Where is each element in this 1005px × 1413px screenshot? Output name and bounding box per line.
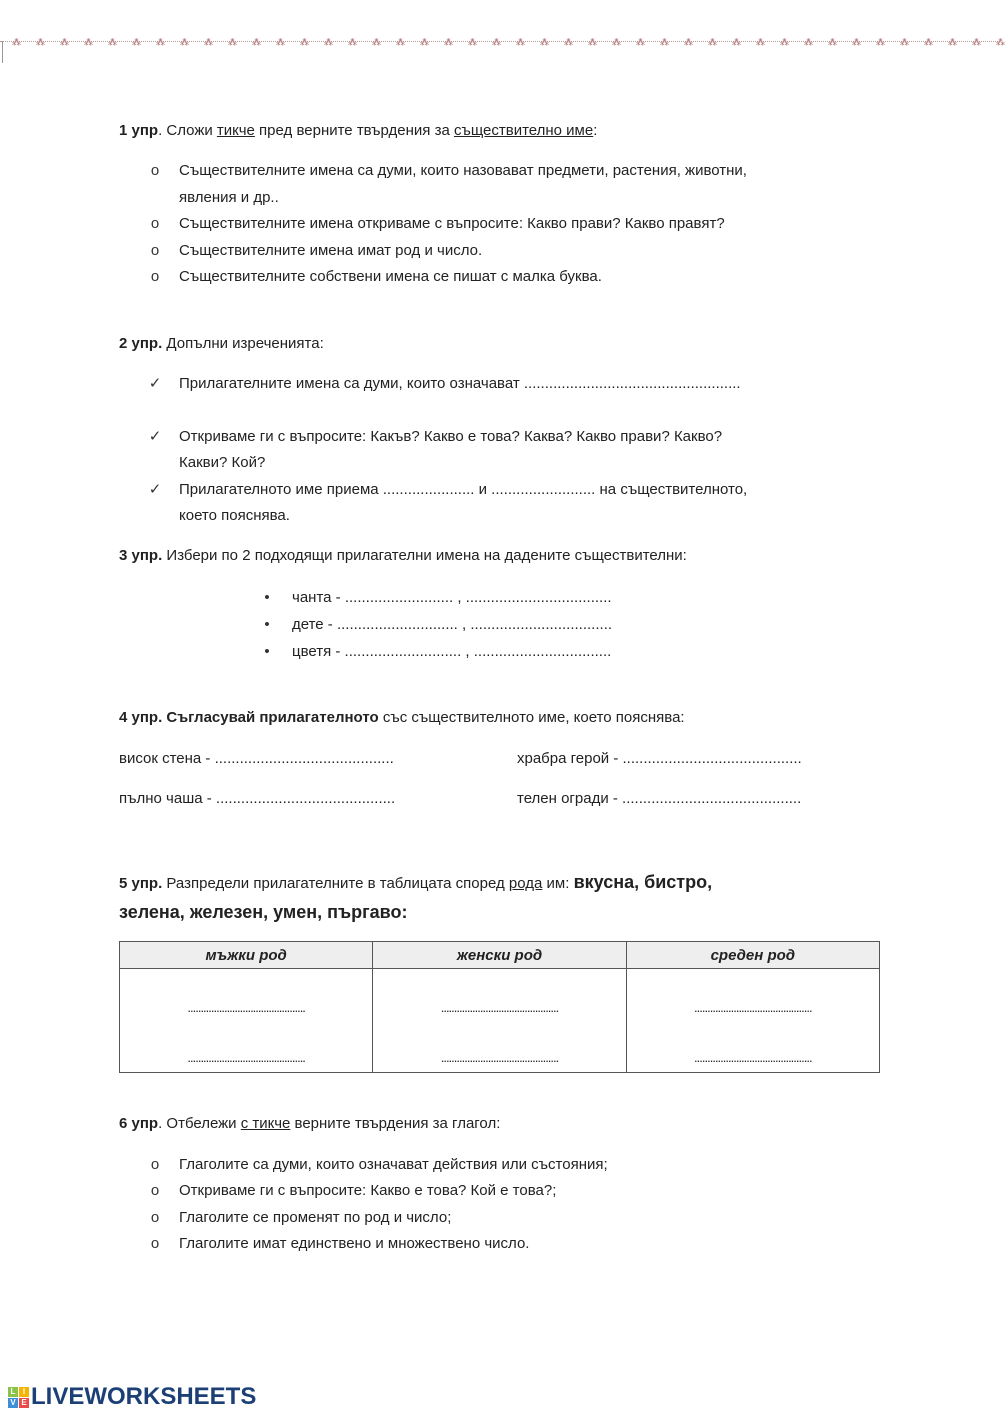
statement: Съществителните имена са думи, които назовават предмети, растения, животни, [179,162,747,179]
logo-letter: E [19,1398,29,1408]
statement: Глаголите имат единствено и множествено число. [179,1235,530,1252]
check-icon: ✓ [148,375,162,392]
border-ornament-icon: ⁂ [900,37,909,47]
border-ornament-icon: ⁂ [468,37,477,47]
border-ornament-icon: ⁂ [996,37,1005,47]
border-ornament-icon: ⁂ [540,37,549,47]
border-ornament-icon: ⁂ [660,37,669,47]
exercise-3-heading: 3 упр. Избери по 2 подходящи прилагателни имена на дадените съществителни: [119,547,687,564]
border-ornament-icon: ⁂ [444,37,453,47]
column-header: среден род [626,942,879,969]
sentence: което пояснява. [179,507,290,524]
border-ornament-icon: ⁂ [636,37,645,47]
border-ornament-icon: ⁂ [588,37,597,47]
border-ornament-icon: ⁂ [732,37,741,47]
border-ornament-icon: ⁂ [108,37,117,47]
border-ornament-icon: ⁂ [756,37,765,47]
sentence: Откриваме ги с въпросите: Какъв? Какво е това? Каква? Какво прави? Какво? [179,428,723,445]
border-ornament-icon: ⁂ [132,37,141,47]
exercise-5-heading: 5 упр. Разпредели прилагателните в таблицата според рода им: вкусна, бистро, [119,872,713,892]
exercise-5-words: зелена, железен, умен, пъргаво: [119,902,408,922]
border-ornament-icon: ⁂ [516,37,525,47]
border-ornament-icon: ⁂ [780,37,789,47]
border-ornament-icon: ⁂ [924,37,933,47]
border-ornament-icon: ⁂ [876,37,885,47]
logo-letter: V [8,1398,18,1408]
sentence-blank[interactable]: Прилагателните имена са думи, които означават .................................................... [179,375,741,392]
bullet-icon: • [264,643,270,660]
agreement-blank[interactable]: храбра герой - ........................................... [517,750,802,767]
logo-text: LIVEWORKSHEETS [31,1383,257,1410]
circle-bullet-icon[interactable]: o [150,1235,160,1252]
answer-blank[interactable]: ............................................. [187,1000,305,1015]
answer-blank[interactable]: ............................................. [694,1000,812,1015]
logo-blocks-icon [8,1387,29,1408]
gender-table [119,941,880,1073]
noun-blank[interactable]: дете - ............................. , .................................. [292,616,613,633]
border-ornament-icon: ⁂ [948,37,957,47]
answer-blank[interactable]: ............................................. [440,1050,559,1065]
noun-blank[interactable]: цветя - ............................ , ................................. [292,643,612,660]
decorative-border-corner [2,41,3,63]
circle-bullet-icon[interactable]: o [150,1182,160,1199]
circle-bullet-icon[interactable]: o [150,1209,160,1226]
border-ornament-icon: ⁂ [396,37,405,47]
logo-letter: I [19,1387,29,1397]
statement: явления и др.. [179,189,279,206]
border-ornament-icon: ⁂ [612,37,621,47]
border-ornament-icon: ⁂ [300,37,309,47]
exercise-6-heading: 6 упр. Отбележи с тикче верните твърдения за глагол: [119,1115,501,1132]
border-ornament-icon: ⁂ [276,37,285,47]
border-ornament-icon: ⁂ [852,37,861,47]
border-ornament-icon: ⁂ [492,37,501,47]
statement: Съществителните имена откриваме с въпросите: Какво прави? Какво правят? [179,215,725,232]
bullet-icon: • [264,616,270,633]
border-ornament-icon: ⁂ [324,37,333,47]
column-header: женски род [373,942,626,969]
statement: Глаголите са думи, които означават действия или състояния; [179,1156,608,1173]
border-ornament-icon: ⁂ [372,37,381,47]
border-ornament-icon: ⁂ [84,37,93,47]
liveworksheets-logo [8,1383,256,1411]
border-ornament-icon: ⁂ [708,37,717,47]
answer-blank[interactable]: ............................................. [440,1000,559,1015]
sentence-blank[interactable]: Прилагателното име приема ...................... и ......................... на съществителното, [179,481,748,498]
statement: Откриваме ги с въпросите: Какво е това? Кой е това?; [179,1182,557,1199]
sentence: Какви? Кой? [179,454,266,471]
border-ornament-icon: ⁂ [60,37,69,47]
check-icon: ✓ [148,481,162,498]
circle-bullet-icon[interactable]: o [150,242,160,259]
border-ornament-icon: ⁂ [804,37,813,47]
border-ornament-icon: ⁂ [972,37,981,47]
bullet-icon: • [264,589,270,606]
circle-bullet-icon[interactable]: o [150,268,160,285]
border-ornament-icon: ⁂ [156,37,165,47]
statement: Глаголите се променят по род и число; [179,1209,452,1226]
border-ornament-icon: ⁂ [420,37,429,47]
check-icon: ✓ [148,428,162,445]
noun-blank[interactable]: чанта - .......................... , ................................... [292,589,612,606]
answer-blank[interactable]: ............................................. [187,1050,305,1065]
agreement-blank[interactable]: телен огради - ........................................... [517,790,802,807]
column-header: мъжки род [120,942,373,969]
exercise-1-heading: 1 упр. Сложи тикче пред верните твърдения за съществително име: [119,122,598,139]
statement: Съществителните собствени имена се пишат с малка буква. [179,268,602,285]
border-ornament-icon: ⁂ [252,37,261,47]
statement: Съществителните имена имат род и число. [179,242,483,259]
exercise-2-heading: 2 упр. Допълни изреченията: [119,335,324,352]
circle-bullet-icon[interactable]: o [150,215,160,232]
exercise-4-heading: 4 упр. Съгласувай прилагателното със съществителното име, което пояснява: [119,709,685,726]
border-ornament-icon: ⁂ [684,37,693,47]
logo-letter: L [8,1387,18,1397]
circle-bullet-icon[interactable]: o [150,162,160,179]
agreement-blank[interactable]: пълно чаша - ........................................... [119,790,396,807]
border-ornament-icon: ⁂ [12,37,21,47]
border-ornament-icon: ⁂ [204,37,213,47]
border-ornament-icon: ⁂ [828,37,837,47]
circle-bullet-icon[interactable]: o [150,1156,160,1173]
agreement-blank[interactable]: висок стена - ........................................... [119,750,394,767]
border-ornament-icon: ⁂ [348,37,357,47]
answer-blank[interactable]: ............................................. [694,1050,812,1065]
border-ornament-icon: ⁂ [36,37,45,47]
border-ornament-icon: ⁂ [180,37,189,47]
border-ornament-icon: ⁂ [228,37,237,47]
border-ornament-icon: ⁂ [564,37,573,47]
